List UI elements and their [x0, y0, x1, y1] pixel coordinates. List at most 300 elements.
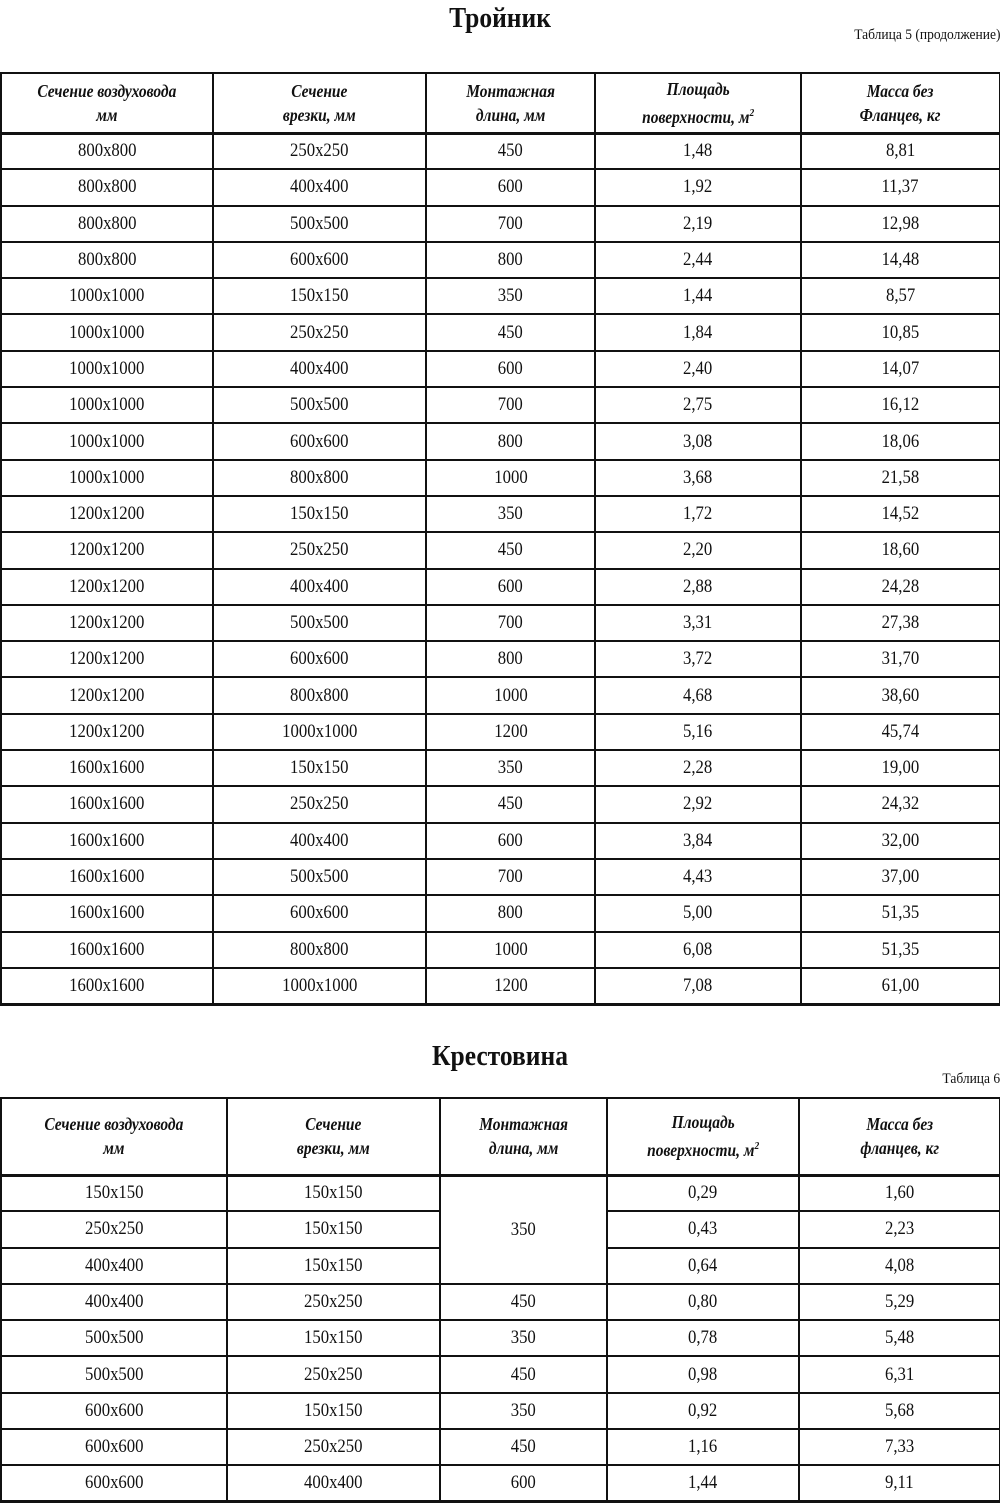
cell-branch-section [227, 1320, 440, 1356]
cell-surface-area [607, 1211, 799, 1247]
cell-duct-section [1, 496, 213, 532]
cell-value: 500x500 [290, 612, 349, 633]
cell-value: 12,98 [881, 212, 920, 234]
cell-value: 150x150 [304, 1182, 363, 1204]
tee-table [0, 72, 1000, 1006]
cell-surface-area [595, 496, 801, 532]
cell-duct-section [1, 569, 213, 605]
cell-value: 150x150 [290, 503, 349, 525]
cell-mounting-length [426, 750, 595, 786]
cell-value: 150x150 [290, 757, 349, 779]
cell-value: 2,88 [683, 575, 713, 597]
cell-value: 4,43 [683, 866, 713, 888]
cell-mounting-length [440, 1393, 607, 1429]
cell-duct-section [1, 932, 213, 968]
cell-mounting-length [426, 859, 595, 895]
cell-surface-area [595, 242, 801, 278]
cell-value: 6,08 [683, 938, 713, 960]
cell-value: 400x400 [290, 357, 349, 379]
cell-mass [801, 823, 1000, 859]
cell-duct-section [1, 351, 213, 387]
cell-value: 1000 [493, 938, 528, 960]
cell-value: 1200x1200 [69, 648, 145, 670]
cell-branch-section [227, 1465, 440, 1501]
cell-mounting-length [440, 1356, 607, 1392]
table-row [1, 278, 1000, 314]
cell-value: 21,58 [881, 466, 920, 488]
cell-value: 600 [497, 357, 524, 379]
cell-value: 800x800 [290, 466, 349, 488]
cell-surface-area [607, 1248, 799, 1284]
table-row [1, 314, 1000, 350]
table-row [1, 1284, 1000, 1320]
cell-value: 600x600 [84, 1472, 144, 1494]
column-header [227, 1098, 440, 1175]
table-caption-5: Таблица 5 (продолжение) [853, 27, 1000, 43]
cell-value: 7,33 [884, 1436, 915, 1458]
cell-mass [799, 1284, 1000, 1320]
cell-duct-section [1, 206, 213, 242]
cell-value: 3,72 [683, 648, 713, 670]
cell-mass [799, 1248, 1000, 1284]
table-row [1, 351, 1000, 387]
cell-duct-section [1, 1175, 227, 1211]
cell-mass [799, 1393, 1000, 1429]
cell-mounting-length [440, 1284, 607, 1320]
cell-branch-section [213, 496, 426, 532]
cell-value: 700 [497, 866, 524, 888]
cell-value: 400x400 [84, 1254, 144, 1276]
cell-mass [801, 786, 1000, 822]
cell-value: 1600x1600 [69, 793, 145, 815]
cell-value: 1200 [493, 720, 528, 742]
cell-value: 1000x1000 [281, 974, 358, 996]
cell-value: 600 [497, 575, 524, 597]
cell-value: 150x150 [304, 1327, 363, 1349]
cell-value: 350 [510, 1218, 537, 1240]
cell-value: 350 [497, 757, 524, 779]
cell-value: 400x400 [290, 176, 349, 198]
cell-mass [801, 605, 1000, 641]
column-header [595, 73, 801, 133]
cell-mass [801, 968, 1000, 1004]
table-caption-6: Таблица 6 [942, 1071, 1000, 1087]
cell-duct-section [1, 968, 213, 1004]
column-header-label [860, 79, 941, 127]
cell-mass [801, 895, 1000, 931]
cell-value: 2,23 [884, 1218, 915, 1240]
cell-value: 700 [497, 212, 524, 234]
column-header-label [860, 1112, 939, 1160]
cell-mass [801, 460, 1000, 496]
table-row [1, 1175, 1000, 1211]
column-header-label [44, 1112, 183, 1160]
cell-value: 38,60 [881, 684, 920, 706]
cell-value: 0,98 [688, 1363, 718, 1385]
cell-value: 350 [510, 1399, 537, 1421]
cell-branch-section [213, 641, 426, 677]
table-row [1, 1320, 1000, 1356]
cell-branch-section [213, 169, 426, 205]
cell-mass [801, 423, 1000, 459]
cell-duct-section [1, 605, 213, 641]
cell-branch-section [213, 460, 426, 496]
cell-surface-area [595, 532, 801, 568]
cell-value: 5,48 [884, 1327, 915, 1349]
cell-mass [799, 1320, 1000, 1356]
cell-duct-section [1, 895, 213, 931]
cell-value: 1,60 [884, 1182, 915, 1204]
cell-value: 350 [497, 285, 524, 307]
cell-duct-section [1, 314, 213, 350]
header-line-1: Сечение [291, 80, 348, 101]
cell-branch-section [213, 387, 426, 423]
cell-surface-area [607, 1175, 799, 1211]
table-row [1, 569, 1000, 605]
cell-value: 18,60 [881, 539, 920, 561]
cell-mounting-length [426, 351, 595, 387]
cell-surface-area [595, 206, 801, 242]
cell-mass [801, 169, 1000, 205]
cell-value: 500x500 [84, 1363, 144, 1385]
cell-value: 600x600 [84, 1399, 144, 1421]
cross-table [0, 1097, 1000, 1503]
cell-duct-section [1, 1393, 227, 1429]
cell-duct-section [1, 133, 213, 169]
cell-surface-area [607, 1284, 799, 1320]
cell-value: 1000x1000 [69, 430, 145, 452]
cell-mass [801, 133, 1000, 169]
cell-value: 1000 [493, 684, 528, 706]
cell-surface-area [607, 1429, 799, 1465]
cell-value: 250x250 [304, 1436, 363, 1458]
cell-branch-section [227, 1211, 440, 1247]
cell-value: 150x150 [304, 1218, 363, 1240]
table-row [1, 932, 1000, 968]
cell-value: 51,35 [881, 902, 920, 924]
cell-mass [801, 314, 1000, 350]
cell-value: 450 [510, 1363, 537, 1385]
column-header-label [466, 79, 555, 127]
cell-branch-section [213, 532, 426, 568]
cell-value: 600x600 [290, 430, 349, 452]
cell-value: 250x250 [290, 321, 349, 343]
cell-value: 5,00 [683, 902, 713, 924]
header-line-1: Монтажная [479, 1114, 568, 1135]
cell-duct-section [1, 677, 213, 713]
cell-value: 1000x1000 [69, 466, 145, 488]
table-row [1, 242, 1000, 278]
cell-mass [801, 641, 1000, 677]
cell-value: 37,00 [881, 866, 920, 888]
cell-branch-section [213, 859, 426, 895]
cell-value: 600x600 [290, 249, 349, 271]
cell-value: 24,28 [881, 575, 920, 597]
cell-surface-area [595, 351, 801, 387]
unit-superscript: 2 [754, 1140, 760, 1153]
cell-value: 1200x1200 [69, 575, 145, 597]
cell-branch-section [213, 423, 426, 459]
cell-value: 350 [510, 1327, 537, 1349]
header-line-2: длина, мм [488, 1138, 559, 1159]
cell-branch-section [227, 1393, 440, 1429]
cell-value: 1,48 [683, 140, 713, 162]
cell-surface-area [595, 641, 801, 677]
cell-value: 250x250 [84, 1218, 144, 1240]
cell-value: 0,64 [688, 1254, 718, 1276]
cell-mounting-length [426, 278, 595, 314]
table-row [1, 387, 1000, 423]
header-line-1: Монтажная [466, 80, 555, 101]
table-row [1, 1393, 1000, 1429]
cell-surface-area [607, 1356, 799, 1392]
cell-mass [801, 278, 1000, 314]
column-header-label [642, 77, 754, 129]
column-header [1, 73, 213, 133]
table-row [1, 641, 1000, 677]
cell-mounting-length [426, 968, 595, 1004]
cell-value: 1,92 [683, 176, 713, 198]
table-header-row [1, 1098, 1000, 1175]
cell-surface-area [595, 750, 801, 786]
cell-value: 19,00 [881, 757, 920, 779]
cell-surface-area [595, 278, 801, 314]
cell-branch-section [213, 714, 426, 750]
column-header-label [283, 79, 356, 127]
cell-value: 1000x1000 [69, 321, 145, 343]
cell-value: 1,44 [688, 1472, 718, 1494]
cell-mass [801, 496, 1000, 532]
cell-branch-section [227, 1248, 440, 1284]
cell-value: 1,44 [683, 285, 713, 307]
header-line-2: врезки, мм [297, 1138, 370, 1159]
cell-value: 500x500 [290, 394, 349, 416]
cell-mounting-length [426, 460, 595, 496]
cell-value: 1200 [493, 974, 528, 996]
cell-mounting-length [426, 169, 595, 205]
cell-value: 450 [497, 539, 524, 561]
header-line-1: Сечение воздуховода [37, 80, 177, 101]
cell-value: 32,00 [881, 829, 920, 851]
unit-superscript: 2 [749, 106, 755, 119]
header-line-2: врезки, мм [283, 104, 356, 125]
cell-surface-area [595, 423, 801, 459]
cell-branch-section [213, 823, 426, 859]
table-row [1, 750, 1000, 786]
cell-value: 5,16 [683, 720, 713, 742]
cell-value: 400x400 [290, 829, 349, 851]
cell-value: 600x600 [84, 1436, 144, 1458]
table-row [1, 605, 1000, 641]
cell-value: 250x250 [304, 1291, 363, 1313]
cell-value: 14,07 [881, 357, 920, 379]
column-header [213, 73, 426, 133]
cell-value: 600x600 [290, 902, 349, 924]
cell-value: 0,92 [688, 1399, 718, 1421]
table-header-row [1, 73, 1000, 133]
table-row [1, 968, 1000, 1004]
cell-value: 350 [497, 503, 524, 525]
cell-mass [799, 1465, 1000, 1501]
cell-value: 1200x1200 [69, 612, 145, 633]
cell-surface-area [595, 859, 801, 895]
cell-value: 150x150 [304, 1399, 363, 1421]
column-header [607, 1098, 799, 1175]
cell-mass [801, 206, 1000, 242]
column-header-label [37, 79, 176, 127]
header-line-1: Масса без [866, 1114, 933, 1135]
header-line-2: поверхности, м [641, 106, 750, 127]
column-header [801, 73, 1000, 133]
cell-value: 1600x1600 [69, 829, 145, 851]
cell-value: 6,31 [884, 1363, 915, 1385]
cell-mounting-length [426, 532, 595, 568]
header-line-2: длина, мм [475, 104, 546, 125]
cell-value: 1200x1200 [69, 503, 145, 525]
cell-surface-area [595, 569, 801, 605]
cell-value: 3,68 [683, 466, 713, 488]
cell-surface-area [595, 932, 801, 968]
cell-branch-section [213, 351, 426, 387]
cell-value: 10,85 [881, 321, 920, 343]
cell-duct-section [1, 1356, 227, 1392]
cell-value: 450 [510, 1291, 537, 1313]
cell-value: 150x150 [84, 1182, 144, 1204]
cell-value: 600 [497, 176, 524, 198]
cell-value: 1000x1000 [69, 394, 145, 416]
cell-value: 0,80 [688, 1291, 718, 1313]
cell-value: 1600x1600 [69, 974, 145, 996]
cell-duct-section [1, 278, 213, 314]
cell-surface-area [595, 786, 801, 822]
cell-duct-section [1, 750, 213, 786]
table-row [1, 1429, 1000, 1465]
cell-branch-section [213, 677, 426, 713]
cell-mounting-length [426, 895, 595, 931]
table-row [1, 169, 1000, 205]
cell-surface-area [595, 823, 801, 859]
cell-value: 2,20 [683, 539, 713, 561]
cell-value: 45,74 [881, 720, 920, 742]
cell-value: 5,29 [884, 1291, 915, 1313]
cell-value: 1200x1200 [69, 720, 145, 742]
cell-value: 51,35 [881, 938, 920, 960]
cell-value: 14,48 [881, 249, 920, 271]
table-row [1, 714, 1000, 750]
cell-mass [799, 1175, 1000, 1211]
cell-surface-area [595, 714, 801, 750]
cell-value: 400x400 [84, 1291, 144, 1313]
cell-value: 800 [497, 902, 524, 924]
table-row [1, 677, 1000, 713]
cell-mass [801, 677, 1000, 713]
header-line-1: Площадь [671, 1112, 735, 1133]
cell-value: 250x250 [290, 539, 349, 561]
cell-duct-section [1, 242, 213, 278]
cell-value: 2,44 [683, 249, 713, 271]
header-line-2: фланцев, кг [860, 1138, 939, 1159]
cell-mounting-length [440, 1465, 607, 1501]
table-row [1, 786, 1000, 822]
cell-value: 600 [510, 1472, 537, 1494]
cell-branch-section [213, 750, 426, 786]
cell-mounting-length [426, 133, 595, 169]
cell-value: 600x600 [290, 648, 349, 670]
cell-value: 800x800 [290, 938, 349, 960]
cell-value: 18,06 [881, 430, 920, 452]
cell-value: 800x800 [77, 140, 137, 162]
cell-value: 1,72 [683, 503, 713, 525]
cell-mass [801, 569, 1000, 605]
cell-branch-section [227, 1284, 440, 1320]
cell-value: 16,12 [881, 394, 920, 416]
cell-value: 1600x1600 [69, 938, 145, 960]
cell-mass [801, 932, 1000, 968]
column-header-label [297, 1112, 370, 1160]
cell-duct-section [1, 423, 213, 459]
cell-value: 250x250 [290, 793, 349, 815]
cell-value: 450 [510, 1436, 537, 1458]
table-row [1, 206, 1000, 242]
cell-value: 4,68 [683, 684, 713, 706]
cell-value: 450 [497, 321, 524, 343]
table-row [1, 1465, 1000, 1501]
cell-value: 31,70 [881, 648, 920, 670]
cell-mass [801, 859, 1000, 895]
table-row [1, 532, 1000, 568]
cell-duct-section [1, 1320, 227, 1356]
cell-mass [801, 387, 1000, 423]
cell-branch-section [213, 314, 426, 350]
cell-surface-area [607, 1320, 799, 1356]
cell-duct-section [1, 387, 213, 423]
cell-surface-area [595, 133, 801, 169]
cell-mounting-length [426, 387, 595, 423]
cell-value: 800x800 [77, 249, 137, 271]
cell-surface-area [595, 968, 801, 1004]
cell-value: 700 [497, 612, 524, 633]
table-row [1, 823, 1000, 859]
cell-mounting-length [426, 206, 595, 242]
cell-value: 2,19 [683, 212, 713, 234]
cell-value: 1000x1000 [69, 285, 145, 307]
cell-value: 500x500 [84, 1327, 144, 1349]
cell-value: 5,68 [884, 1399, 915, 1421]
cell-duct-section [1, 1465, 227, 1501]
cell-branch-section [213, 133, 426, 169]
cell-value: 1000x1000 [69, 357, 145, 379]
header-line-1: Масса без [867, 80, 934, 101]
cell-mass [801, 532, 1000, 568]
cell-mounting-length [426, 423, 595, 459]
cell-surface-area [607, 1465, 799, 1501]
cell-mounting-length [426, 641, 595, 677]
cell-branch-section [213, 932, 426, 968]
cell-mounting-length [440, 1320, 607, 1356]
table-row [1, 859, 1000, 895]
cell-duct-section [1, 460, 213, 496]
cell-value: 1600x1600 [69, 866, 145, 888]
table-row [1, 460, 1000, 496]
cell-branch-section [227, 1175, 440, 1211]
table-row [1, 1356, 1000, 1392]
header-line-1: Сечение [305, 1114, 362, 1135]
header-line-2: мм [96, 104, 118, 125]
cell-mounting-length [426, 786, 595, 822]
cell-duct-section [1, 532, 213, 568]
cell-value: 250x250 [304, 1363, 363, 1385]
cell-mounting-length [426, 242, 595, 278]
